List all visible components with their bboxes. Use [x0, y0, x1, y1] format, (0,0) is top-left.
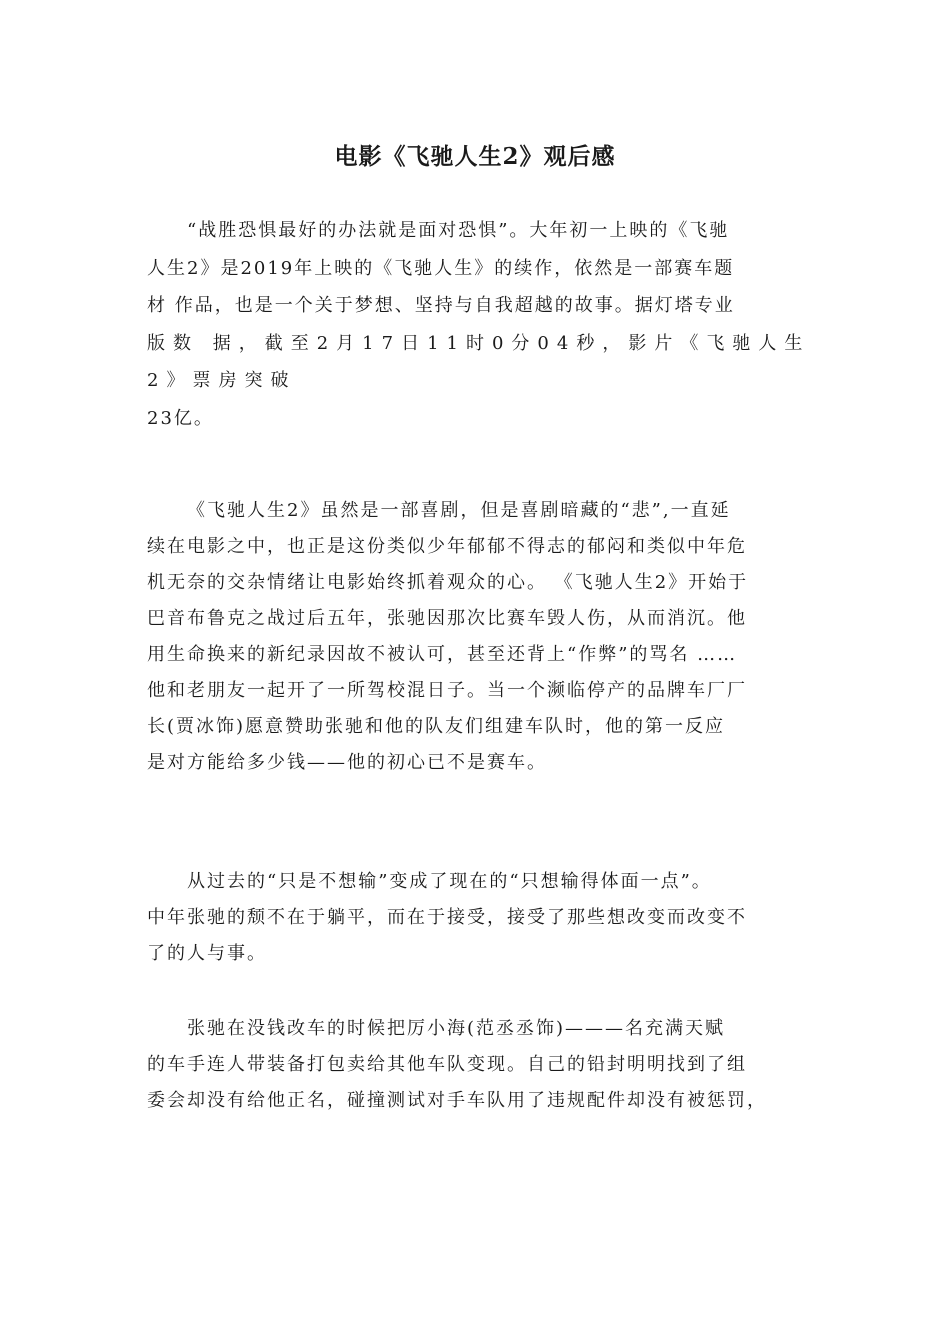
paragraph-line: 的车手连人带装备打包卖给其他车队变现。自己的铅封明明找到了组: [147, 1054, 747, 1075]
paragraph-line: 巴音布鲁克之战过后五年，张驰因那次比赛车毁人伤，从而消沉。他: [147, 608, 747, 629]
page-title: 电影《飞驰人生2》观后感: [334, 143, 616, 170]
paragraph-line: 《飞驰人生2》虽然是一部喜剧，但是喜剧暗藏的“悲”,一直延: [187, 500, 731, 521]
paragraph-2: [147, 493, 810, 781]
paragraph-4: [147, 1011, 810, 1119]
paragraph-3: [147, 864, 810, 972]
paragraph-line: 中年张驰的颓不在于躺平，而在于接受，接受了那些想改变而改变不: [147, 907, 747, 928]
paragraph-line: 用生命换来的新纪录因故不被认可，甚至还背上“作弊”的骂名 ……: [147, 644, 738, 665]
paragraph-line: 委会却没有给他正名，碰撞测试对手车队用了违规配件却没有被惩罚，: [147, 1090, 767, 1111]
paragraph-line: 长(贾冰饰)愿意赞助张驰和他的队友们组建车队时，他的第一反应: [147, 716, 726, 737]
paragraph-line: 他和老朋友一起开了一所驾校混日子。当一个濒临停产的品牌车厂厂: [147, 680, 747, 701]
paragraph-line: “战胜恐惧最好的办法就是面对恐惧”。大年初一上映的《飞驰: [187, 220, 730, 241]
paragraph-line: 从过去的“只是不想输”变成了现在的“只想输得体面一点”。: [187, 871, 712, 892]
paragraph-line: 人生2》是2019年上映的《飞驰人生》的续作，依然是一部赛车题: [147, 257, 735, 279]
paragraph-line: 了的人与事。: [147, 943, 267, 964]
paragraph-line: 版数 据，截至2月17日11时0分04秒，影片《飞驰人生: [147, 332, 810, 354]
paragraph-line: 是对方能给多少钱——他的初心已不是赛车。: [147, 752, 547, 773]
paragraph-line: 机无奈的交杂情绪让电影始终抓着观众的心。 《飞驰人生2》开始于: [147, 572, 749, 593]
paragraph-line: 材 作品，也是一个关于梦想、坚持与自我超越的故事。据灯塔专业: [147, 295, 735, 317]
paragraph-line: 续在电影之中，也正是这份类似少年郁郁不得志的郁闷和类似中年危: [147, 536, 747, 557]
paragraph-1: [147, 212, 810, 438]
paragraph-line: 2》票房突破: [147, 370, 297, 392]
paragraph-line: 张驰在没钱改车的时候把厉小海(范丞丞饰)———名充满天赋: [187, 1018, 726, 1039]
paragraph-line: 23亿。: [147, 407, 214, 429]
